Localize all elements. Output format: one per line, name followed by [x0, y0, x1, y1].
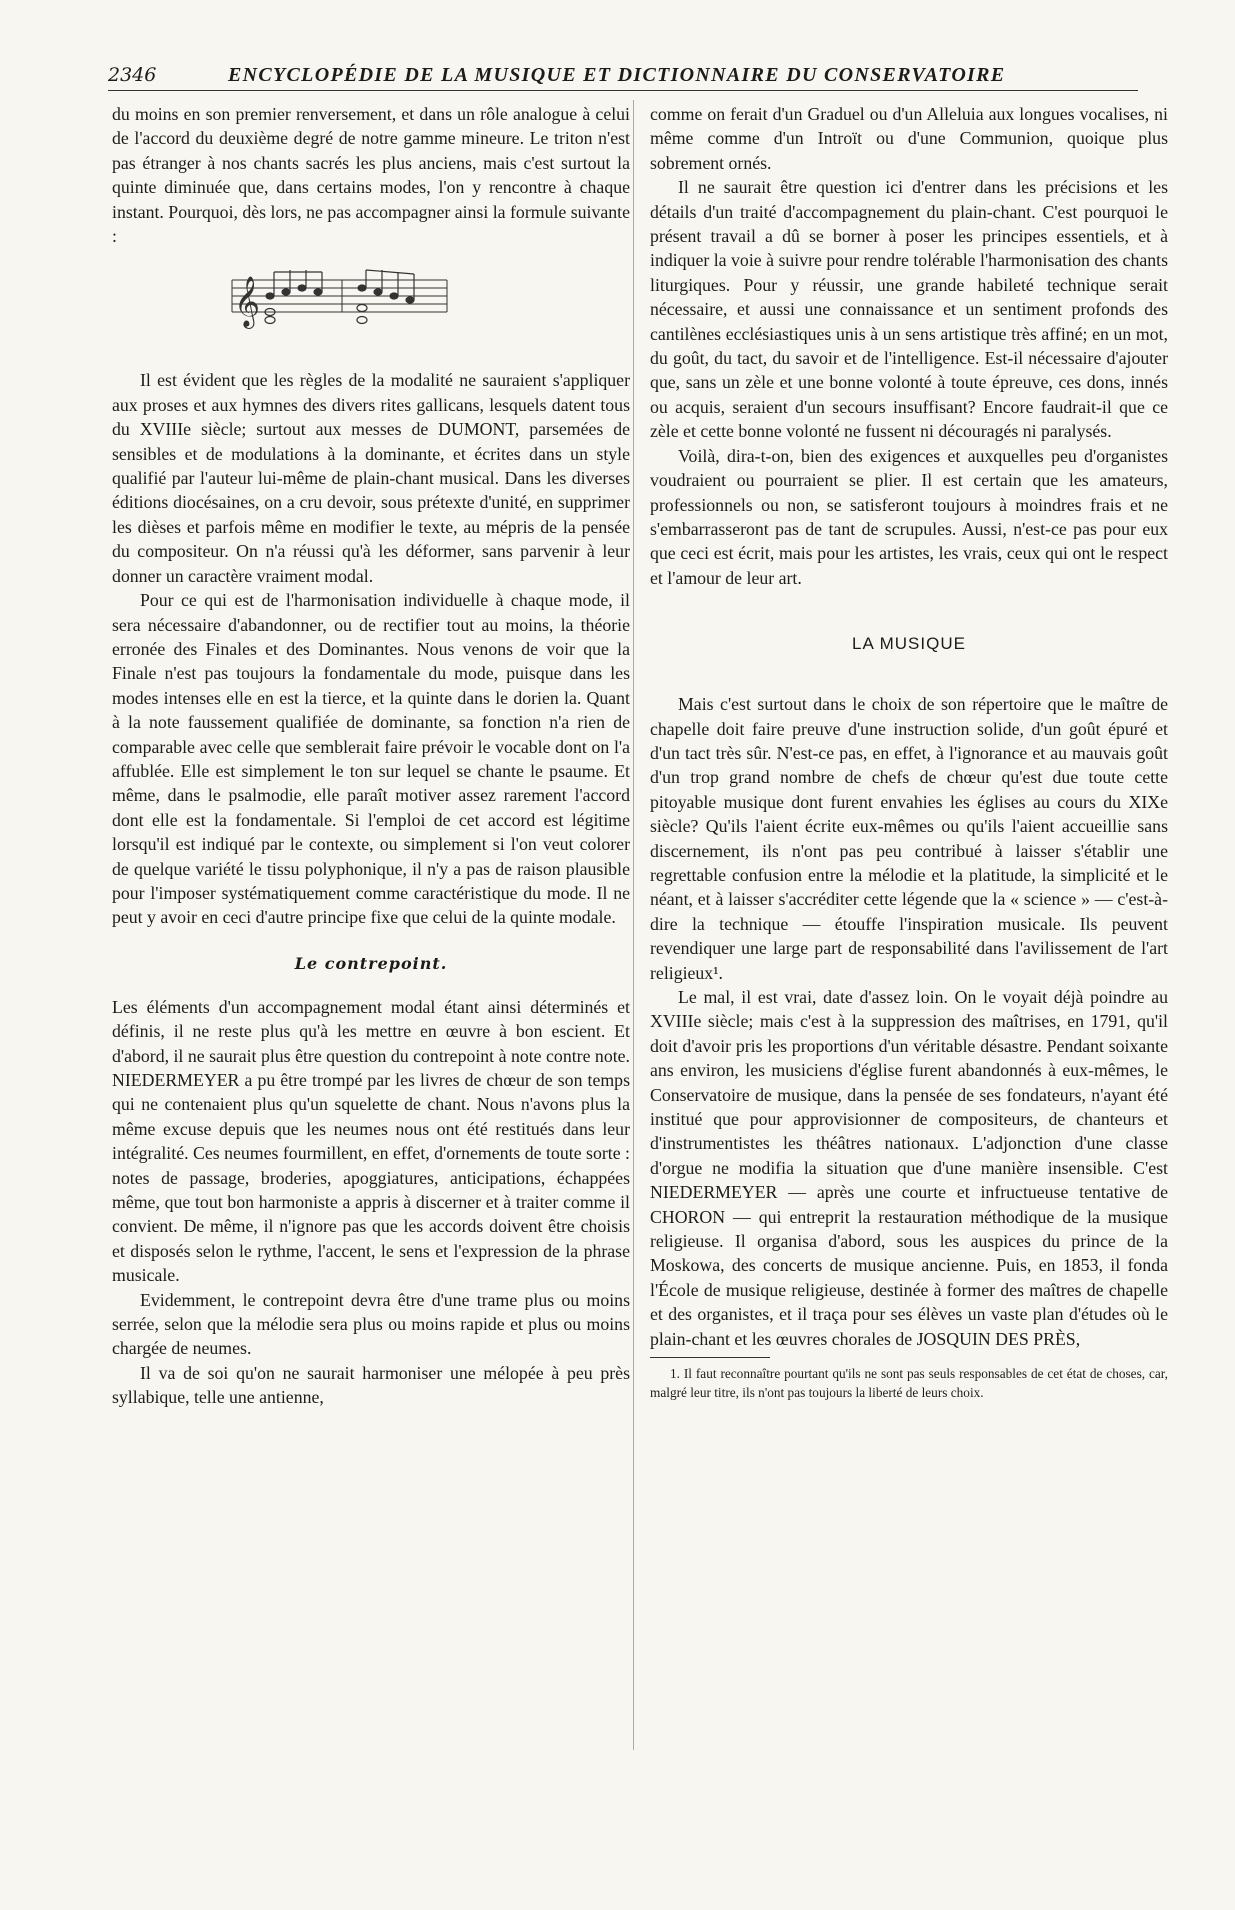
- paragraph: Mais c'est surtout dans le choix de son répertoire que le maître de chapelle doit faire preuve d'une instruction solide, d'un goût épuré et d'un tact très sûr. N'est-ce pas, en effet, à l'ignorance et au mauvais goût d'un trop grand nombre de chefs de chœur qu'est due toute cette pitoyable musique dont furent envahies les églises au cours du XIXe siècle? Qu'ils l'aient écrite eux-mêmes ou qu'ils l'aient accueillie sans discernement, ils n'ont pas peu contribué à laisser s'établir une regrettable confusion entre la mélodie et la platitude, la simplicité et le néant, et à laisser s'accréditer cette légende que la « science » — c'est-à-dire la technique — étouffe l'inspiration musicale. Ils peuvent revendiquer une large part de responsabilité dans l'avilissement de l'art religieux¹.: [650, 694, 1168, 983]
- svg-text:𝄞: 𝄞: [234, 276, 261, 328]
- paragraph: Le mal, il est vrai, date d'assez loin. On le voyait déjà poindre au XVIIIe siècle; mais c'est à la suppression des maîtrises, en 1791, qu'il doit d'avoir pris les proportions d'un véritable désastre. Pendant soixante ans environ, les musiciens d'église furent abandonnés à eux-mêmes, le Conservatoire de musique, dans la pensée de ses fondateurs, n'ayant été institué que pour approvisionner de compositeurs, de chanteurs et d'instrumentistes les théâtres nationaux. L'adjonction d'une classe d'orgue ne modifia la situation que d'une manière insensible. C'est NIEDERMEYER — après une courte et infructueuse tentative de CHORON — qui entreprit la restauration méthodique de la musique religieuse. Il organisa d'abord, sous les auspices du prince de la Moskowa, des concerts de musique ancienne. Puis, en 1853, il fonda l'École de musique religieuse, destinée à former des maîtres de chapelle et des organistes, et il traça pour ses élèves un vaste plan d'études où le plain-chant et les œuvres chorales de JOSQUIN DES PRÈS,: [650, 987, 1168, 1349]
- column-divider: [633, 100, 634, 1750]
- page-header: [108, 64, 1138, 91]
- section-subheading: Le contrepoint.: [294, 953, 448, 973]
- page-number: 2346: [108, 64, 157, 86]
- paragraph: comme on ferait d'un Graduel ou d'un Alleluia aux longues vocalises, ni même comme d'un Introït ou d'une Communion, quoique plus sobrement ornés.: [650, 104, 1168, 173]
- paragraph: Il est évident que les règles de la modalité ne sauraient s'appliquer aux proses et aux hymnes des divers rites gallicans, lesquels datent tous du XVIIIe siècle; surtout aux messes de DUMONT, parsemées de sensibles et de modulations à la dominante, et écrites dans un style qualifié par l'auteur lui-même de plain-chant musical. Dans les diverses éditions diocésaines, on a cru devoir, sous prétexte d'unité, en supprimer les dièses et parfois même en modifier le texte, au mépris de la pensée du compositeur. On n'a réussi qu'à les déformer, sans parvenir à leur donner un caractère vraiment modal.: [112, 370, 630, 586]
- paragraph: Les éléments d'un accompagnement modal étant ainsi déterminés et définis, il ne reste plus qu'à les mettre en œuvre à bon escient. Et d'abord, il ne saurait plus être question du contrepoint à note contre note. NIEDERMEYER a pu être trompé par les livres de chœur de son temps qui ne contenaient plus qu'un squelette de chant. Nous n'avons plus la même excuse depuis que les neumes nous ont été restitués dans leur intégralité. Ces neumes fourmillent, en effet, d'ornements de toute sorte : notes de passage, broderies, apoggiatures, anticipations, échappées même, que tout bon harmoniste a appris à discerner et à traiter comme il convient. De même, il n'ignore pas que les accords doivent être choisis et disposés selon le rythme, l'accent, le sens et l'expression de la phrase musicale.: [112, 996, 630, 1286]
- paragraph: Il va de soi qu'on ne saurait harmoniser une mélopée à peu près syllabique, telle une antienne,: [112, 1362, 630, 1408]
- music-example-figure: [112, 248, 630, 368]
- left-column: [112, 102, 630, 1410]
- running-title: ENCYCLOPÉDIE DE LA MUSIQUE ET DICTIONNAIRE DU CONSERVATOIRE: [228, 64, 1006, 86]
- music-staff-illustration: [222, 260, 452, 340]
- paragraph: du moins en son premier renversement, et dans un rôle analogue à celui de l'accord du deuxième degré de notre gamme mineure. Le triton n'est pas étranger à nos chants sacrés les plus anciens, mais c'est surtout la quinte diminuée que, dans certains modes, l'on y rencontre à chaque instant. Pourquoi, dès lors, ne pas accompagner ainsi la formule suivante :: [112, 104, 631, 247]
- footnote: 1. Il faut reconnaître pourtant qu'ils ne sont pas seuls responsables de cet état de choses, car, malgré leur titre, ils n'ont pas toujours la liberté de leurs choix.: [650, 1366, 1168, 1401]
- paragraph: Il ne saurait être question ici d'entrer dans les précisions et les détails d'un traité d'accompagnement du plain-chant. C'est pourquoi le présent travail a dû se borner à poser les principes essentiels, et à indiquer la voie à suivre pour rendre tolérable l'harmonisation des chants liturgiques. Pour y réussir, une grande habileté technique serait nécessaire, et aussi une connaissance et un sentiment profonds des cantilènes ecclésiastiques unis à un sens artistique très affiné; en un mot, du goût, du tact, du savoir et de l'intelligence. Est-il nécessaire d'ajouter que, sans un zèle et une bonne volonté à toute épreuve, ces dons, innés ou acquis, seraient d'un secours insuffisant? Encore faudrait-il que ce zèle et cette bonne volonté ne fussent ni découragés ni paralysés.: [650, 177, 1168, 442]
- paragraph: Evidemment, le contrepoint devra être d'une trame plus ou moins serrée, selon que la mélodie sera plus ou moins rapide et plus ou moins chargée de neumes.: [112, 1289, 630, 1359]
- right-column: [650, 102, 1168, 1402]
- paragraph: Voilà, dira-t-on, bien des exigences et auxquelles peu d'organistes voudraient ou pourraient se plier. Il est certain que les amateurs, professionnels ou non, se satisferont toujours à moindres frais et ne s'embarrasseront pas de tant de scrupules. Aussi, n'est-ce pas pour eux que ceci est écrit, mais pour les artistes, les vrais, ceux qui ont le respect et l'amour de leur art.: [650, 445, 1168, 588]
- section-heading: LA MUSIQUE: [852, 634, 966, 654]
- paragraph: Pour ce qui est de l'harmonisation individuelle à chaque mode, il sera nécessaire d'abandonner, ou de rectifier tout au moins, la théorie erronée des Finales et des Dominantes. Nous venons de voir que la Finale n'est pas toujours la fondamentale du mode, puisque dans les modes intenses elle en est la tierce, et la quinte dans le dorien la. Quant à la note faussement qualifiée de dominante, sa fonction n'a rien de comparable avec celle que semblerait faire prévoir le vocable dont on l'a affublée. Elle est simplement le ton sur lequel se chante le psaume. Et même, dans le psalmodie, elle paraît motiver assez rarement l'accord dont elle est la fondamentale. Si l'emploi de cet accord est légitime lorsqu'il est indiqué par le contexte, ou simplement si l'on veut colorer de quelque variété le tissu polyphonique, il n'y a pas de raison plausible pour l'imposer systématiquement comme caractéristique du mode. Il ne peut y avoir en ceci d'autre principe fixe que celui de la quinte modale.: [112, 590, 630, 928]
- footnote-rule: [650, 1357, 770, 1358]
